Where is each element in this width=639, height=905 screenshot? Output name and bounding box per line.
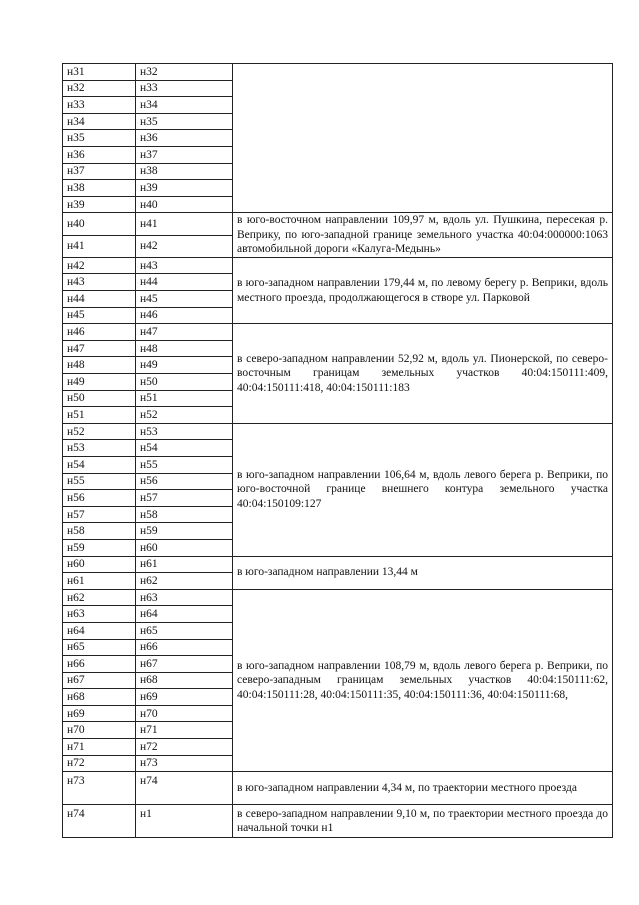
to-point-cell: н60 bbox=[136, 539, 233, 556]
from-point-cell: н61 bbox=[63, 573, 136, 590]
from-point-cell: н43 bbox=[63, 274, 136, 291]
from-point-cell: н57 bbox=[63, 506, 136, 523]
from-point-cell: н47 bbox=[63, 340, 136, 357]
table-row bbox=[63, 324, 613, 341]
boundary-description-cell: в юго-западном направлении 108,79 м, вдоль левого берега р. Веприки, по северо-западным границам земельных участков 40:04:150111:62, 40:04:150111:28, 40:04:150111:35, 40:04:150111:36, 40:04:150111:68, bbox=[233, 589, 613, 772]
to-point-cell: н69 bbox=[136, 689, 233, 706]
from-point-cell: н38 bbox=[63, 180, 136, 197]
from-point-cell: н60 bbox=[63, 556, 136, 573]
from-point-cell: н63 bbox=[63, 606, 136, 623]
table-row bbox=[63, 257, 613, 274]
to-point-cell: н68 bbox=[136, 672, 233, 689]
to-point-cell: н37 bbox=[136, 146, 233, 163]
to-point-cell: н46 bbox=[136, 307, 233, 324]
from-point-cell: н64 bbox=[63, 622, 136, 639]
to-point-cell: н67 bbox=[136, 656, 233, 673]
from-point-cell: н41 bbox=[63, 235, 136, 257]
to-point-cell: н34 bbox=[136, 97, 233, 114]
boundary-description-cell: в юго-западном направлении 179,44 м, по левому берегу р. Веприки, вдоль местного проезда, продолжающегося в створе ул. Парковой bbox=[233, 257, 613, 323]
to-point-cell: н65 bbox=[136, 622, 233, 639]
from-point-cell: н73 bbox=[63, 772, 136, 805]
from-point-cell: н70 bbox=[63, 722, 136, 739]
to-point-cell: н49 bbox=[136, 357, 233, 374]
to-point-cell: н72 bbox=[136, 739, 233, 756]
to-point-cell: н39 bbox=[136, 180, 233, 197]
from-point-cell: н65 bbox=[63, 639, 136, 656]
table-row bbox=[63, 589, 613, 606]
from-point-cell: н67 bbox=[63, 672, 136, 689]
from-point-cell: н31 bbox=[63, 64, 136, 81]
to-point-cell: н41 bbox=[136, 213, 233, 235]
to-point-cell: н48 bbox=[136, 340, 233, 357]
to-point-cell: н62 bbox=[136, 573, 233, 590]
boundary-description-cell: в северо-западном направлении 52,92 м, вдоль ул. Пионерской, по северо-восточным границам земельных участков 40:04:150111:409, 40:04:150111:418, 40:04:150111:183 bbox=[233, 324, 613, 424]
to-point-cell: н50 bbox=[136, 374, 233, 391]
to-point-cell: н44 bbox=[136, 274, 233, 291]
from-point-cell: н44 bbox=[63, 291, 136, 308]
from-point-cell: н71 bbox=[63, 739, 136, 756]
boundary-description-cell: в юго-восточном направлении 109,97 м, вдоль ул. Пушкина, пересекая р. Веприку, по юго-западной границе земельного участка 40:04:000000:1063 автомобильной дороги «Калуга-Медынь» bbox=[233, 213, 613, 258]
from-point-cell: н34 bbox=[63, 113, 136, 130]
to-point-cell: н40 bbox=[136, 196, 233, 213]
to-point-cell: н51 bbox=[136, 390, 233, 407]
from-point-cell: н53 bbox=[63, 440, 136, 457]
from-point-cell: н49 bbox=[63, 374, 136, 391]
to-point-cell: н53 bbox=[136, 423, 233, 440]
from-point-cell: н68 bbox=[63, 689, 136, 706]
table-row bbox=[63, 64, 613, 81]
from-point-cell: н58 bbox=[63, 523, 136, 540]
from-point-cell: н46 bbox=[63, 324, 136, 341]
to-point-cell: н56 bbox=[136, 473, 233, 490]
boundary-description-cell bbox=[233, 64, 613, 213]
to-point-cell: н1 bbox=[136, 805, 233, 838]
from-point-cell: н48 bbox=[63, 357, 136, 374]
boundary-description-cell: в юго-западном направлении 106,64 м, вдоль левого берега р. Веприки, по юго-восточной границе внешнего контура земельного участка 40:04:150109:127 bbox=[233, 423, 613, 556]
to-point-cell: н38 bbox=[136, 163, 233, 180]
from-point-cell: н51 bbox=[63, 407, 136, 424]
table-row bbox=[63, 772, 613, 805]
to-point-cell: н59 bbox=[136, 523, 233, 540]
table-row bbox=[63, 423, 613, 440]
to-point-cell: н63 bbox=[136, 589, 233, 606]
to-point-cell: н64 bbox=[136, 606, 233, 623]
from-point-cell: н54 bbox=[63, 456, 136, 473]
from-point-cell: н59 bbox=[63, 539, 136, 556]
from-point-cell: н62 bbox=[63, 589, 136, 606]
to-point-cell: н42 bbox=[136, 235, 233, 257]
to-point-cell: н73 bbox=[136, 755, 233, 772]
from-point-cell: н55 bbox=[63, 473, 136, 490]
to-point-cell: н45 bbox=[136, 291, 233, 308]
from-point-cell: н35 bbox=[63, 130, 136, 147]
table-body bbox=[63, 64, 613, 838]
to-point-cell: н58 bbox=[136, 506, 233, 523]
from-point-cell: н32 bbox=[63, 80, 136, 97]
to-point-cell: н52 bbox=[136, 407, 233, 424]
boundary-description-cell: в северо-западном направлении 9,10 м, по траектории местного проезда до начальной точки н1 bbox=[233, 805, 613, 838]
boundary-description-table bbox=[62, 63, 613, 838]
from-point-cell: н66 bbox=[63, 656, 136, 673]
from-point-cell: н72 bbox=[63, 755, 136, 772]
from-point-cell: н50 bbox=[63, 390, 136, 407]
to-point-cell: н32 bbox=[136, 64, 233, 81]
from-point-cell: н33 bbox=[63, 97, 136, 114]
to-point-cell: н33 bbox=[136, 80, 233, 97]
from-point-cell: н69 bbox=[63, 705, 136, 722]
from-point-cell: н45 bbox=[63, 307, 136, 324]
to-point-cell: н35 bbox=[136, 113, 233, 130]
to-point-cell: н36 bbox=[136, 130, 233, 147]
table-row bbox=[63, 213, 613, 235]
from-point-cell: н52 bbox=[63, 423, 136, 440]
from-point-cell: н36 bbox=[63, 146, 136, 163]
to-point-cell: н57 bbox=[136, 490, 233, 507]
boundary-description-cell: в юго-западном направлении 4,34 м, по траектории местного проезда bbox=[233, 772, 613, 805]
to-point-cell: н71 bbox=[136, 722, 233, 739]
to-point-cell: н55 bbox=[136, 456, 233, 473]
boundary-description-cell: в юго-западном направлении 13,44 м bbox=[233, 556, 613, 589]
from-point-cell: н40 bbox=[63, 213, 136, 235]
to-point-cell: н74 bbox=[136, 772, 233, 805]
from-point-cell: н56 bbox=[63, 490, 136, 507]
to-point-cell: н47 bbox=[136, 324, 233, 341]
to-point-cell: н54 bbox=[136, 440, 233, 457]
table-row bbox=[63, 556, 613, 573]
table-row bbox=[63, 805, 613, 838]
to-point-cell: н70 bbox=[136, 705, 233, 722]
to-point-cell: н43 bbox=[136, 257, 233, 274]
from-point-cell: н39 bbox=[63, 196, 136, 213]
from-point-cell: н37 bbox=[63, 163, 136, 180]
to-point-cell: н61 bbox=[136, 556, 233, 573]
to-point-cell: н66 bbox=[136, 639, 233, 656]
from-point-cell: н74 bbox=[63, 805, 136, 838]
from-point-cell: н42 bbox=[63, 257, 136, 274]
